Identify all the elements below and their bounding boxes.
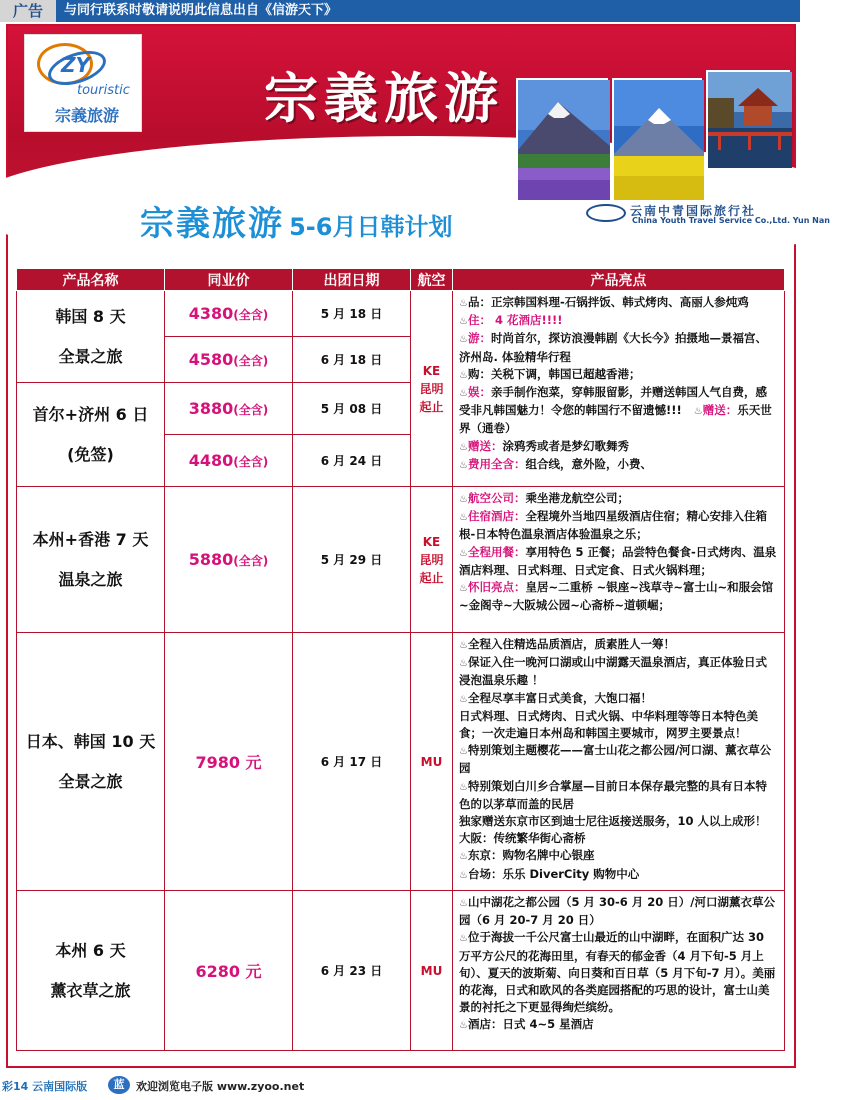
- highlight-line: ♨费用全含：组合线，意外险，小费、: [459, 456, 652, 471]
- airline-cell: MU: [411, 891, 453, 1051]
- price-cell: 4580(全含): [165, 337, 293, 383]
- date-cell: 6 月 23 日: [293, 891, 411, 1051]
- highlight-line: ♨保证入住一晚河口湖或山中湖露天温泉酒店，真正体验日式浸泡温泉乐趣 ！: [459, 655, 767, 688]
- brand-title: 宗義旅游: [264, 66, 504, 130]
- logo-mark: ZY: [61, 53, 90, 77]
- page-footer: [0, 1076, 800, 1096]
- airline-cell: MU: [411, 633, 453, 891]
- table-header-row: [17, 269, 785, 291]
- agency-logo-icon: [586, 204, 626, 222]
- source-notice: 与同行联系时敬请说明此信息出自《信游天下》: [64, 3, 338, 18]
- highlight-line: ♨山中湖花之都公园（5 月 30-6 月 20 日）/河口湖薰衣草公园（6 月 20-7 月 20 日）: [459, 895, 775, 928]
- airline-cell: KE 昆明 起止: [411, 487, 453, 633]
- date-cell: 6 月 24 日: [293, 435, 411, 487]
- price-cell: 7980 元: [165, 633, 293, 891]
- table-row: [17, 633, 785, 891]
- price-cell: 6280 元: [165, 891, 293, 1051]
- highlight-line: ♨酒店：日式 4~5 星酒店: [459, 1017, 594, 1032]
- product-name: 本州+香港 7 天 温泉之旅: [17, 487, 165, 633]
- price-cell: 4380(全含): [165, 291, 293, 337]
- airline-cell: KE 昆明 起止: [411, 291, 453, 487]
- header-banner: [8, 26, 830, 225]
- highlights-cell: [453, 891, 785, 1051]
- highlight-line: ♨赠送：涂鸦秀或者是梦幻歌舞秀: [459, 438, 629, 453]
- product-name: 本州 6 天 薰衣草之旅: [17, 891, 165, 1051]
- highlight-line: ♨位于海拔一千公尺富士山最近的山中湖畔，在面积广达 30 万平方公尺的花海田里，有春天的郁金香（4 月下旬-5 月上旬）、夏天的波斯菊、向日葵和百日草（5 月下旬-7 月）。美丽的花海，日式和欧风的各类庭园搭配的巧思的设计，富士山美景的衬托之下更显得绚烂缤纷。: [459, 930, 776, 1015]
- highlight-line: ♨怀旧亮点：皇居~二重桥 ~银座~浅草寺~富士山~和服会馆 ~金阁寺~大阪城公园~心斋桥~道顿崛；: [459, 580, 774, 613]
- highlight-line: 日式料理、日式烤肉、日式火锅、中华料理等等日本特色美食；一次走遍日本州岛和韩国主要城市，网罗主要景点！: [459, 708, 758, 741]
- agency-name-cn: 云南中青国际旅行社: [630, 204, 757, 218]
- website-link[interactable]: 欢迎浏览电子版 www.zyoo.net: [136, 1080, 305, 1093]
- ad-tag: 广告: [0, 0, 56, 22]
- company-logo: [24, 34, 142, 132]
- product-name: 首尔+济州 6 日 (免签): [17, 383, 165, 487]
- highlights-cell: [453, 291, 785, 487]
- col-name-header: 产品名称: [17, 269, 165, 291]
- highlight-line: ♨娱：亲手制作泡菜，穿韩服留影，并赠送韩国人气自费，感受非凡韩国魅力！令您的韩国行不留遗憾!!! ♨赠送：乐天世界（通卷）: [459, 385, 772, 436]
- price-cell: 4480(全含): [165, 435, 293, 487]
- highlights-cell: [453, 633, 785, 891]
- date-cell: 5 月 29 日: [293, 487, 411, 633]
- col-price-header: 同业价: [165, 269, 293, 291]
- page-number: 彩14 云南国际版: [2, 1080, 88, 1093]
- highlight-line: ♨游：时尚首尔，探访浪漫韩剧《大长今》拍摄地—景福宫、济州岛. 体验精华行程: [459, 331, 767, 364]
- photo-temple-bridge: [706, 70, 790, 166]
- col-air-header: 航空: [411, 269, 453, 291]
- table-row: [17, 487, 785, 633]
- highlight-line: ♨购：关税下调，韩国已超越香港；: [459, 366, 641, 381]
- page-title: [140, 196, 452, 245]
- price-cell: 3880(全含): [165, 383, 293, 435]
- agency-name-en: China Youth Travel Service Co.,Ltd. Yun Nan: [632, 216, 830, 225]
- itinerary-table: [16, 268, 785, 1051]
- highlight-line: ♨特别策划白川乡合掌屋—目前日本保存最完整的具有日本特色的以茅草而盖的民居: [459, 778, 767, 811]
- highlight-line: ♨品：正宗韩国料理-石锅拌饭、韩式烤肉、高丽人参炖鸡: [459, 295, 749, 309]
- date-cell: 6 月 17 日: [293, 633, 411, 891]
- highlight-line: 独家赠送东京市区到迪士尼往返接送服务，10 人以上成形！ 大阪：传统繁华街心斋桥: [459, 814, 767, 846]
- highlight-line: ♨住： 4 花酒店!!!!: [459, 313, 563, 328]
- table-row: [17, 891, 785, 1051]
- highlight-line: ♨特别策划主题樱花——富士山花之都公园/河口湖、薰衣草公园: [459, 743, 772, 776]
- product-name: 日本、韩国 10 天 全景之旅: [17, 633, 165, 891]
- date-cell: 5 月 18 日: [293, 291, 411, 337]
- edition-badge: 蓝: [108, 1076, 130, 1094]
- headline-brand: 宗義旅游: [140, 204, 284, 244]
- product-name: 韩国 8 天 全景之旅: [17, 291, 165, 383]
- highlight-line: ♨全程入住精选品质酒店，质素胜人一筹！: [459, 637, 675, 651]
- price-cell: 5880(全含): [165, 487, 293, 633]
- highlights-cell: [453, 487, 785, 633]
- col-date-header: 出团日期: [293, 269, 411, 291]
- table-row: [17, 291, 785, 337]
- highlight-line: ♨航空公司：乘坐港龙航空公司；: [459, 491, 629, 505]
- col-highlights-header: 产品亮点: [453, 269, 785, 291]
- ad-strip: [0, 0, 800, 22]
- logo-cn: 宗義旅游: [55, 106, 120, 125]
- highlight-line: ♨全程尽享丰富日式美食，大饱口福！: [459, 690, 652, 705]
- date-cell: 6 月 18 日: [293, 337, 411, 383]
- highlight-line: ♨住宿酒店：全程境外当地四星级酒店住宿；精心安排入住箱根-日本特色温泉酒店体验温泉之乐；: [459, 509, 767, 542]
- photo-fuji-flowers: [612, 78, 702, 198]
- highlight-line: ♨台场：乐乐 DiverCity 购物中心: [459, 866, 640, 881]
- highlight-line: ♨全程用餐：享用特色 5 正餐；品尝特色餐食-日式烤肉、温泉酒店料理、日式料理、日式定食、日式火锅料理；: [459, 544, 777, 577]
- date-cell: 5 月 08 日: [293, 383, 411, 435]
- headline-subtitle: 5-6月日韩计划: [289, 213, 453, 241]
- photo-mountain-lavender: [516, 78, 608, 198]
- highlight-line: ♨东京：购物名牌中心银座: [459, 848, 595, 863]
- logo-en: touristic: [77, 83, 130, 98]
- agency-badge: [586, 202, 830, 230]
